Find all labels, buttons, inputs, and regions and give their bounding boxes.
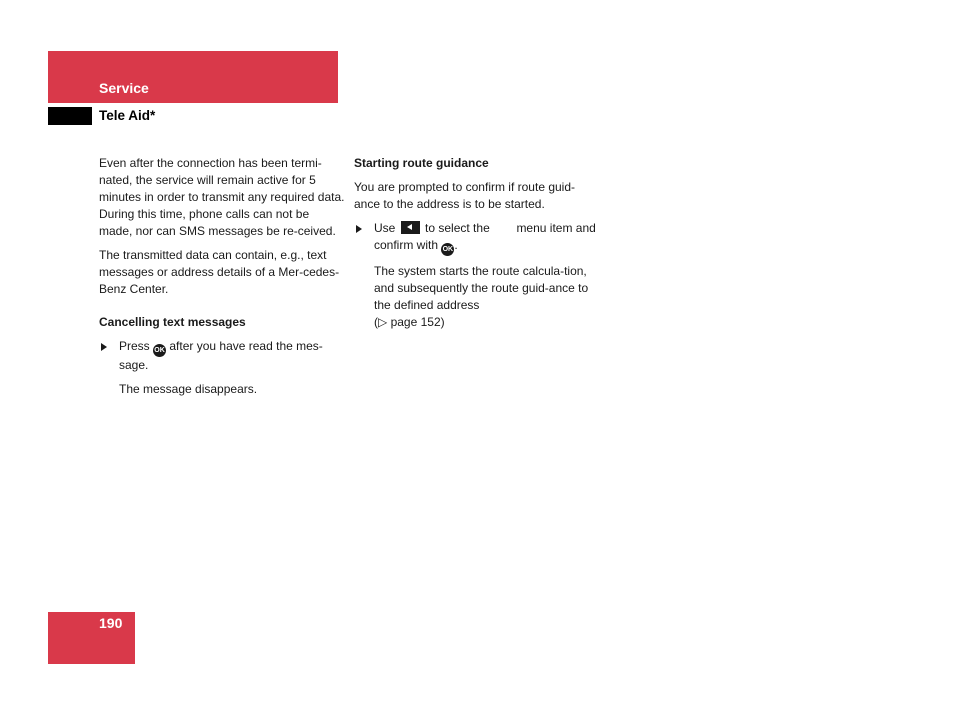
ok-button-icon: OK — [153, 344, 166, 357]
step-text-end: . — [454, 238, 458, 252]
instruction-step — [99, 338, 345, 374]
paragraph-transmitted-data: The transmitted data can contain, e.g., text messages or address details of a Mer-cedes-Benz Center. — [99, 248, 340, 296]
left-column — [99, 155, 345, 405]
page-ref-arrow-icon: ▷ — [378, 315, 388, 329]
page-ref-open: ( — [374, 315, 378, 329]
bullet-triangle-icon — [356, 225, 362, 233]
heading-starting-route-guidance: Starting route guidance — [354, 156, 489, 170]
paragraph-connection-info: Even after the connection has been termi-nated, the service will remain active for 5 minutes in order to transmit any required data. During this time, phone calls can not be made, nor can SMS messages be re-ceived. — [99, 156, 345, 238]
instruction-step — [354, 220, 600, 256]
result-text: The system starts the route calcula-tion, and subsequently the route guid-ance to the defined address — [374, 264, 589, 312]
header-band — [48, 51, 338, 103]
result-message-disappears: The message disappears. — [119, 382, 258, 396]
right-column — [354, 155, 600, 338]
step-text-confirm: menu item and confirm with — [374, 221, 596, 252]
step-text-after: after you have read the mes-sage. — [119, 339, 323, 372]
left-arrow-key-icon — [401, 221, 420, 234]
step-text-select: to select the — [425, 221, 490, 235]
result-route-calculation — [354, 263, 600, 331]
step-text-press: Press — [119, 339, 150, 353]
section-tab-marker — [48, 107, 92, 125]
step-text-use: Use — [374, 221, 396, 235]
ok-button-icon: OK — [441, 243, 454, 256]
heading-cancelling-text-messages: Cancelling text messages — [99, 315, 246, 329]
paragraph-route-prompt: You are prompted to confirm if route guid-ance to the address is to be started. — [354, 180, 576, 211]
subsection-title: Tele Aid* — [99, 108, 156, 123]
page-number: 190 — [99, 615, 123, 631]
page-reference-link[interactable]: page 152) — [390, 315, 445, 329]
bullet-triangle-icon — [101, 343, 107, 351]
section-title: Service — [99, 80, 149, 96]
